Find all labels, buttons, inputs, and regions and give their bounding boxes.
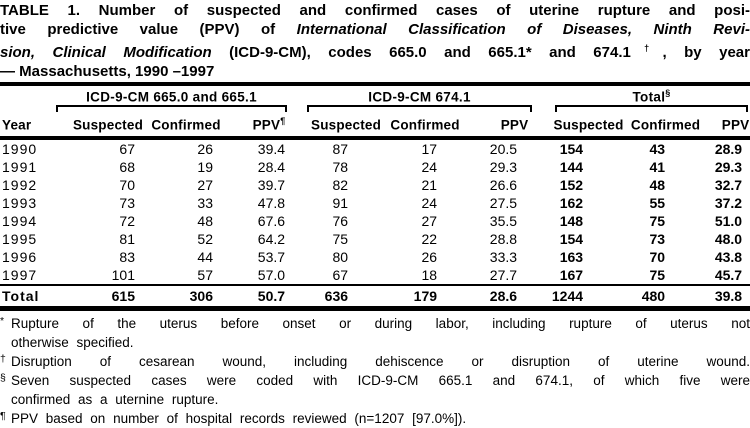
table-cell: 1995 <box>2 230 38 247</box>
group-rule <box>307 105 532 112</box>
table-cell: 162 <box>559 194 584 211</box>
table-cell: 27 <box>197 176 213 193</box>
table-cell: 32.7 <box>714 176 743 193</box>
footnote-marker: ¶ <box>0 409 6 422</box>
table-cell: 82 <box>332 176 349 193</box>
column-header-ppv-1: PPV¶ <box>228 112 292 138</box>
table-cell: 67 <box>332 266 349 283</box>
table-cell: 53.7 <box>257 248 286 265</box>
table-row <box>0 176 750 194</box>
table-cell: 43.8 <box>714 248 743 265</box>
footnote-line: PPV based on number of hospital records reviewed (n=1207 [97.0%]). <box>11 410 467 426</box>
table-cell: 33.3 <box>489 248 518 265</box>
table-cell: 70 <box>649 248 666 265</box>
title-line: sion, Clinical Modification (ICD-9-CM), codes 665.0 and 665.1* and 674.1†, by year <box>0 43 750 61</box>
table-cell: 76 <box>332 212 349 229</box>
table-cell: 83 <box>119 248 135 265</box>
table-cell: 73 <box>649 230 666 247</box>
table-cell: 81 <box>119 230 135 247</box>
table-cell: 101 <box>111 266 135 283</box>
footnote-line: Rupture of the uterus before onset or during labor, including rupture of uterus not <box>11 315 750 331</box>
table-cell: 55 <box>649 194 666 211</box>
footnote <box>0 352 750 371</box>
table-cell: 21 <box>421 176 438 193</box>
table-cell: 75 <box>649 212 666 229</box>
table-cell: 20.5 <box>489 140 518 157</box>
column-header-confirmed-3: Confirmed <box>628 112 705 138</box>
table-cell: 44 <box>197 248 213 265</box>
table-cell: 70 <box>119 176 135 193</box>
group-rule <box>56 105 287 112</box>
table-row <box>0 230 750 248</box>
column-header-ppv-3: PPV <box>705 112 750 138</box>
icd9-cases-table <box>0 86 750 311</box>
footnote <box>0 314 750 352</box>
footnote-marker: * <box>0 314 5 327</box>
column-header-suspected-1: Suspected <box>56 112 150 138</box>
title-line: tive predictive value (PPV) of International Classification of Diseases, Ninth Revi- <box>0 20 750 38</box>
table-cell: 57.0 <box>257 266 286 283</box>
group-header-row <box>0 86 750 112</box>
table-cell: 1993 <box>2 194 38 211</box>
table-cell: 78 <box>332 158 349 175</box>
table-cell: 148 <box>559 212 584 229</box>
table-cell: 1992 <box>2 176 38 193</box>
table-cell: 43 <box>649 140 666 157</box>
table-cell: 615 <box>56 285 150 309</box>
footnote-line: Disruption of cesarean wound, including dehiscence or disruption of uterine wound. <box>11 353 750 369</box>
group-rule <box>555 105 748 112</box>
footnote-marker: § <box>0 371 6 384</box>
table-cell: 37.2 <box>714 194 743 211</box>
table-cell: 1997 <box>2 266 38 283</box>
table-cell: 29.3 <box>489 158 518 175</box>
table-cell: 48 <box>197 212 213 229</box>
group-label-total: Total§ <box>632 88 671 105</box>
column-header-confirmed-2: Confirmed <box>390 112 470 138</box>
table-cell: 33 <box>197 194 213 211</box>
footnote-line: confirmed as a uternine rupture. <box>11 391 219 407</box>
table-cell: 28.9 <box>714 140 743 157</box>
table-cell: 24 <box>421 158 438 175</box>
table-cell: 144 <box>559 158 584 175</box>
table-cell: 22 <box>421 230 438 247</box>
table-row <box>0 212 750 230</box>
table-cell: 67.6 <box>257 212 286 229</box>
table-cell: 26.6 <box>489 176 518 193</box>
footnote <box>0 371 750 409</box>
table-cell: 41 <box>649 158 666 175</box>
column-header-ppv-2: PPV <box>470 112 535 138</box>
table-cell: 24 <box>421 194 438 211</box>
footnotes <box>0 314 750 428</box>
group-header-674 <box>292 86 535 112</box>
group-spacer <box>0 86 56 112</box>
table-cell: 35.5 <box>489 212 518 229</box>
table-cell: 72 <box>119 212 135 229</box>
table-cell: 50.7 <box>228 285 292 309</box>
table-cell: 179 <box>390 285 470 309</box>
group-header-total <box>535 86 750 112</box>
table-cell: 57 <box>197 266 213 283</box>
table-cell: 1990 <box>2 140 38 157</box>
table-cell: 45.7 <box>714 266 743 283</box>
table-cell: 75 <box>649 266 666 283</box>
footnote <box>0 409 750 428</box>
table-cell: 80 <box>332 248 349 265</box>
table-title <box>0 0 750 81</box>
column-header-suspected-3: Suspected <box>535 112 628 138</box>
table-cell: 75 <box>332 230 349 247</box>
group-label-674: ICD-9-CM 674.1 <box>368 89 471 105</box>
table-cell: 636 <box>292 285 390 309</box>
table-cell: 1994 <box>2 212 38 229</box>
table-cell: 167 <box>559 266 584 283</box>
table-cell: 51.0 <box>714 212 743 229</box>
title-line: — Massachusetts, 1990 –1997 <box>0 62 215 80</box>
table-row <box>0 138 750 158</box>
table-cell: 73 <box>119 194 135 211</box>
footnote-line: Seven suspected cases were coded with ICD-9-CM 665.1 and 674.1, of which five were <box>11 372 750 388</box>
table-row <box>0 194 750 212</box>
table-cell: 163 <box>559 248 584 265</box>
table-cell: 64.2 <box>257 230 286 247</box>
column-header-confirmed-1: Confirmed <box>150 112 228 138</box>
table-cell: 39.7 <box>257 176 286 193</box>
table-cell: 48 <box>649 176 666 193</box>
table-cell: 17 <box>421 140 438 157</box>
table-cell: 48.0 <box>714 230 743 247</box>
table-cell: 26 <box>197 140 213 157</box>
table-row <box>0 158 750 176</box>
table-cell: 18 <box>421 266 438 283</box>
table-cell: 152 <box>559 176 584 193</box>
table-cell: 28.4 <box>257 158 286 175</box>
table-cell: 1991 <box>2 158 38 175</box>
table-cell: 47.8 <box>257 194 286 211</box>
table-cell: 154 <box>559 140 584 157</box>
total-row <box>0 285 750 309</box>
table-cell: 480 <box>628 285 705 309</box>
column-header-year: Year <box>0 112 56 138</box>
table-cell: 39.8 <box>705 285 750 309</box>
footnote-marker: † <box>0 352 6 365</box>
table-cell: Total <box>0 285 56 309</box>
table-row <box>0 248 750 266</box>
table-cell: 27 <box>421 212 438 229</box>
table-cell: 68 <box>119 158 135 175</box>
table-cell: 19 <box>197 158 213 175</box>
group-label-665: ICD-9-CM 665.0 and 665.1 <box>86 89 257 105</box>
title-line: TABLE 1. Number of suspected and confirmed cases of uterine rupture and posi- <box>0 2 750 19</box>
table-cell: 306 <box>150 285 228 309</box>
table-cell: 28.8 <box>489 230 518 247</box>
table-cell: 1244 <box>535 285 628 309</box>
table-cell: 29.3 <box>714 158 743 175</box>
table-cell: 39.4 <box>257 140 286 157</box>
table-cell: 52 <box>197 230 213 247</box>
group-header-665 <box>56 86 292 112</box>
table-cell: 27.7 <box>489 266 518 283</box>
table-cell: 26 <box>421 248 438 265</box>
table-row <box>0 266 750 285</box>
table-cell: 1996 <box>2 248 38 265</box>
table-cell: 91 <box>332 194 349 211</box>
footnote-line: otherwise specified. <box>11 334 134 350</box>
table-cell: 28.6 <box>470 285 535 309</box>
table-cell: 27.5 <box>489 194 518 211</box>
column-header-suspected-2: Suspected <box>292 112 390 138</box>
column-header-row <box>0 112 750 138</box>
table-cell: 67 <box>119 140 135 157</box>
table-cell: 87 <box>332 140 349 157</box>
table-cell: 154 <box>559 230 584 247</box>
